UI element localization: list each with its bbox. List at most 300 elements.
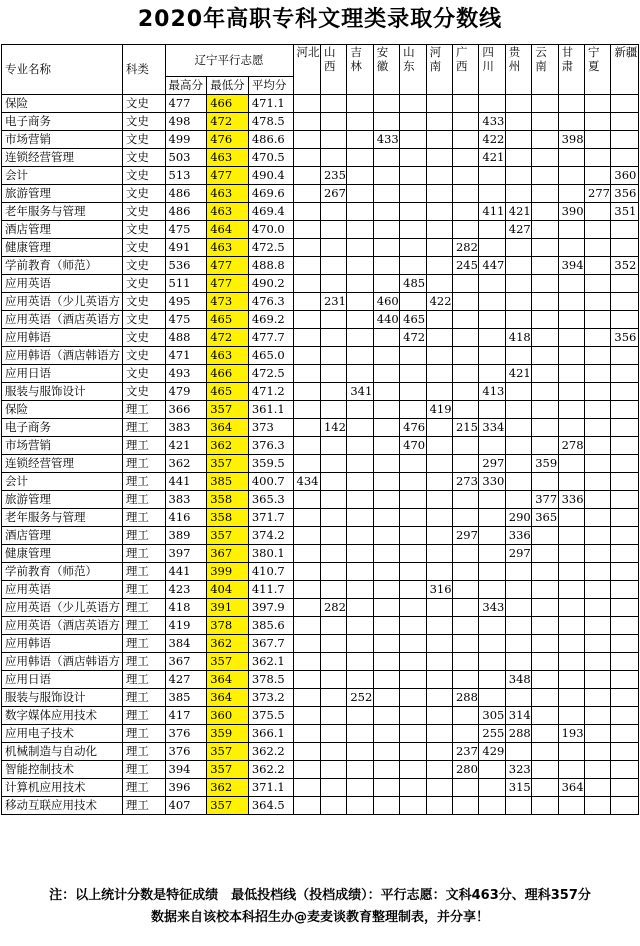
category-cell: 文史 xyxy=(122,239,165,257)
province-score-cell xyxy=(400,221,426,239)
province-score-cell xyxy=(479,797,505,815)
category-cell: 理工 xyxy=(122,527,165,545)
province-score-cell xyxy=(479,761,505,779)
province-score-cell xyxy=(426,509,452,527)
table-row xyxy=(2,437,639,455)
header-category: 科类 xyxy=(122,45,165,95)
category-cell: 文史 xyxy=(122,347,165,365)
province-score-cell xyxy=(347,779,373,797)
province-score-cell xyxy=(505,455,531,473)
province-score-cell xyxy=(373,329,399,347)
avg-score-cell: 469.4 xyxy=(248,203,293,221)
major-cell: 计算机应用技术 xyxy=(2,779,123,797)
province-score-cell xyxy=(479,293,505,311)
province-score-cell xyxy=(611,401,639,419)
province-score-cell xyxy=(532,671,558,689)
province-score-cell xyxy=(293,95,320,113)
province-score-cell: 305 xyxy=(479,707,505,725)
major-cell: 酒店管理 xyxy=(2,527,123,545)
max-score-cell: 362 xyxy=(165,455,207,473)
major-cell: 旅游管理 xyxy=(2,185,123,203)
province-score-cell xyxy=(400,149,426,167)
province-score-cell: 288 xyxy=(505,725,531,743)
min-score-cell: 463 xyxy=(207,203,249,221)
avg-score-cell: 397.9 xyxy=(248,599,293,617)
province-score-cell xyxy=(347,203,373,221)
province-score-cell xyxy=(293,221,320,239)
major-cell: 电子商务 xyxy=(2,419,123,437)
province-score-cell xyxy=(532,221,558,239)
avg-score-cell: 361.1 xyxy=(248,401,293,419)
province-score-cell xyxy=(400,383,426,401)
max-score-cell: 477 xyxy=(165,95,207,113)
header-province: 山西 xyxy=(320,45,346,95)
province-score-cell xyxy=(373,797,399,815)
province-score-cell xyxy=(426,275,452,293)
major-cell: 应用英语 xyxy=(2,581,123,599)
province-score-cell xyxy=(400,653,426,671)
province-score-cell xyxy=(585,743,611,761)
max-score-cell: 488 xyxy=(165,329,207,347)
province-score-cell xyxy=(532,257,558,275)
province-score-cell xyxy=(558,545,584,563)
table-row xyxy=(2,293,639,311)
province-score-cell xyxy=(320,779,346,797)
province-score-cell xyxy=(293,185,320,203)
province-score-cell xyxy=(585,95,611,113)
province-score-cell xyxy=(505,113,531,131)
min-score-cell: 466 xyxy=(207,365,249,383)
avg-score-cell: 470.5 xyxy=(248,149,293,167)
major-cell: 保险 xyxy=(2,401,123,419)
province-score-cell xyxy=(479,365,505,383)
avg-score-cell: 411.7 xyxy=(248,581,293,599)
table-row xyxy=(2,707,639,725)
province-score-cell xyxy=(452,311,478,329)
max-score-cell: 417 xyxy=(165,707,207,725)
province-score-cell xyxy=(585,347,611,365)
province-score-cell: 429 xyxy=(479,743,505,761)
province-score-cell xyxy=(611,311,639,329)
province-score-cell xyxy=(558,527,584,545)
min-score-cell: 404 xyxy=(207,581,249,599)
province-score-cell xyxy=(373,707,399,725)
province-score-cell xyxy=(532,365,558,383)
province-score-cell xyxy=(320,653,346,671)
province-score-cell xyxy=(611,707,639,725)
province-score-cell xyxy=(373,617,399,635)
province-score-cell xyxy=(479,581,505,599)
province-score-cell xyxy=(400,365,426,383)
province-score-cell xyxy=(293,455,320,473)
province-score-cell xyxy=(558,653,584,671)
province-score-cell xyxy=(293,167,320,185)
province-score-cell xyxy=(400,95,426,113)
province-score-cell xyxy=(373,347,399,365)
table-row xyxy=(2,239,639,257)
avg-score-cell: 362.2 xyxy=(248,761,293,779)
major-cell: 数字媒体应用技术 xyxy=(2,707,123,725)
province-score-cell xyxy=(479,437,505,455)
major-cell: 应用电子技术 xyxy=(2,725,123,743)
province-score-cell xyxy=(400,617,426,635)
table-row xyxy=(2,797,639,815)
min-score-cell: 357 xyxy=(207,653,249,671)
header-max: 最高分 xyxy=(165,77,207,95)
province-score-cell xyxy=(479,167,505,185)
table-row xyxy=(2,581,639,599)
province-score-cell xyxy=(293,365,320,383)
province-score-cell: 314 xyxy=(505,707,531,725)
header-province: 宁夏 xyxy=(585,45,611,95)
province-score-cell xyxy=(505,419,531,437)
province-score-cell xyxy=(479,491,505,509)
province-score-cell xyxy=(426,239,452,257)
min-score-cell: 357 xyxy=(207,743,249,761)
avg-score-cell: 362.1 xyxy=(248,653,293,671)
province-score-cell xyxy=(452,383,478,401)
table-row xyxy=(2,725,639,743)
province-score-cell: 297 xyxy=(505,545,531,563)
category-cell: 理工 xyxy=(122,689,165,707)
province-score-cell xyxy=(373,383,399,401)
province-score-cell xyxy=(400,185,426,203)
province-score-cell xyxy=(320,491,346,509)
province-score-cell xyxy=(479,185,505,203)
province-score-cell xyxy=(611,527,639,545)
province-score-cell: 323 xyxy=(505,761,531,779)
max-score-cell: 503 xyxy=(165,149,207,167)
province-score-cell xyxy=(585,509,611,527)
avg-score-cell: 371.1 xyxy=(248,779,293,797)
province-score-cell xyxy=(479,221,505,239)
province-score-cell xyxy=(611,239,639,257)
province-score-cell xyxy=(611,599,639,617)
province-score-cell xyxy=(400,473,426,491)
max-score-cell: 396 xyxy=(165,779,207,797)
province-score-cell xyxy=(373,509,399,527)
avg-score-cell: 378.5 xyxy=(248,671,293,689)
province-score-cell: 413 xyxy=(479,383,505,401)
province-score-cell xyxy=(293,419,320,437)
header-province: 山东 xyxy=(400,45,426,95)
province-score-cell xyxy=(373,581,399,599)
province-score-cell: 255 xyxy=(479,725,505,743)
max-score-cell: 493 xyxy=(165,365,207,383)
province-score-cell xyxy=(320,95,346,113)
major-cell: 老年服务与管理 xyxy=(2,203,123,221)
min-score-cell: 385 xyxy=(207,473,249,491)
header-province: 安徽 xyxy=(373,45,399,95)
province-score-cell: 364 xyxy=(558,779,584,797)
province-score-cell xyxy=(558,311,584,329)
province-score-cell: 288 xyxy=(452,689,478,707)
province-score-cell xyxy=(293,113,320,131)
avg-score-cell: 367.7 xyxy=(248,635,293,653)
province-score-cell xyxy=(320,275,346,293)
min-score-cell: 360 xyxy=(207,707,249,725)
province-score-cell: 390 xyxy=(558,203,584,221)
province-score-cell xyxy=(479,311,505,329)
province-score-cell xyxy=(505,275,531,293)
province-score-cell xyxy=(558,473,584,491)
min-score-cell: 477 xyxy=(207,275,249,293)
table-row xyxy=(2,599,639,617)
province-score-cell xyxy=(585,617,611,635)
category-cell: 理工 xyxy=(122,545,165,563)
province-score-cell xyxy=(426,347,452,365)
province-score-cell xyxy=(611,293,639,311)
province-score-cell xyxy=(611,563,639,581)
table-row xyxy=(2,149,639,167)
header-province: 广西 xyxy=(452,45,478,95)
avg-score-cell: 366.1 xyxy=(248,725,293,743)
table-row xyxy=(2,383,639,401)
province-score-cell xyxy=(611,437,639,455)
province-score-cell xyxy=(293,671,320,689)
province-score-cell xyxy=(532,689,558,707)
province-score-cell: 356 xyxy=(611,185,639,203)
province-score-cell xyxy=(452,275,478,293)
major-cell: 应用英语（酒店英语方 xyxy=(2,617,123,635)
province-score-cell xyxy=(585,365,611,383)
table-row xyxy=(2,671,639,689)
province-score-cell xyxy=(400,347,426,365)
province-score-cell xyxy=(611,131,639,149)
province-score-cell xyxy=(532,347,558,365)
province-score-cell xyxy=(452,167,478,185)
province-score-cell xyxy=(320,311,346,329)
province-score-cell xyxy=(479,635,505,653)
table-row xyxy=(2,491,639,509)
province-score-cell xyxy=(532,149,558,167)
table-row xyxy=(2,167,639,185)
province-score-cell: 315 xyxy=(505,779,531,797)
province-score-cell xyxy=(452,671,478,689)
province-score-cell xyxy=(585,779,611,797)
province-score-cell xyxy=(558,563,584,581)
category-cell: 理工 xyxy=(122,725,165,743)
max-score-cell: 384 xyxy=(165,635,207,653)
province-score-cell xyxy=(611,761,639,779)
province-score-cell xyxy=(585,581,611,599)
province-score-cell xyxy=(293,599,320,617)
province-score-cell xyxy=(585,221,611,239)
min-score-cell: 472 xyxy=(207,329,249,347)
max-score-cell: 486 xyxy=(165,185,207,203)
avg-score-cell: 469.2 xyxy=(248,311,293,329)
province-score-cell xyxy=(585,689,611,707)
province-score-cell: 394 xyxy=(558,257,584,275)
province-score-cell xyxy=(558,707,584,725)
min-score-cell: 477 xyxy=(207,257,249,275)
province-score-cell xyxy=(293,293,320,311)
province-score-cell xyxy=(320,707,346,725)
min-score-cell: 463 xyxy=(207,185,249,203)
province-score-cell xyxy=(558,761,584,779)
province-score-cell xyxy=(611,545,639,563)
province-score-cell xyxy=(452,797,478,815)
header-province: 新疆 xyxy=(611,45,639,95)
province-score-cell xyxy=(320,149,346,167)
province-score-cell xyxy=(611,689,639,707)
avg-score-cell: 410.7 xyxy=(248,563,293,581)
province-score-cell xyxy=(532,545,558,563)
province-score-cell: 267 xyxy=(320,185,346,203)
province-score-cell xyxy=(532,779,558,797)
max-score-cell: 366 xyxy=(165,401,207,419)
province-score-cell xyxy=(479,779,505,797)
province-score-cell xyxy=(452,599,478,617)
province-score-cell xyxy=(558,185,584,203)
province-score-cell: 460 xyxy=(373,293,399,311)
province-score-cell xyxy=(293,239,320,257)
footnote-line-1: 注：以上统计分数是特征成绩 最低投档线（投档成绩）：平行志愿：文科463分、理科357分 xyxy=(49,888,591,903)
province-score-cell xyxy=(505,185,531,203)
category-cell: 文史 xyxy=(122,293,165,311)
province-score-cell xyxy=(373,437,399,455)
province-score-cell xyxy=(611,473,639,491)
min-score-cell: 391 xyxy=(207,599,249,617)
province-score-cell xyxy=(347,257,373,275)
max-score-cell: 376 xyxy=(165,743,207,761)
category-cell: 理工 xyxy=(122,563,165,581)
province-score-cell xyxy=(426,797,452,815)
min-score-cell: 357 xyxy=(207,797,249,815)
province-score-cell xyxy=(532,437,558,455)
province-score-cell xyxy=(532,797,558,815)
category-cell: 理工 xyxy=(122,671,165,689)
header-province: 贵州 xyxy=(505,45,531,95)
major-cell: 机械制造与自动化 xyxy=(2,743,123,761)
province-score-cell xyxy=(320,365,346,383)
province-score-cell xyxy=(532,473,558,491)
category-cell: 文史 xyxy=(122,185,165,203)
province-score-cell xyxy=(347,365,373,383)
max-score-cell: 513 xyxy=(165,167,207,185)
province-score-cell xyxy=(585,473,611,491)
min-score-cell: 362 xyxy=(207,779,249,797)
header-avg: 平均分 xyxy=(248,77,293,95)
major-cell: 智能控制技术 xyxy=(2,761,123,779)
province-score-cell: 215 xyxy=(452,419,478,437)
province-score-cell xyxy=(611,455,639,473)
min-score-cell: 357 xyxy=(207,401,249,419)
province-score-cell xyxy=(505,167,531,185)
province-score-cell xyxy=(452,401,478,419)
province-score-cell xyxy=(426,257,452,275)
max-score-cell: 475 xyxy=(165,221,207,239)
province-score-cell xyxy=(585,455,611,473)
province-score-cell xyxy=(505,131,531,149)
province-score-cell xyxy=(373,761,399,779)
table-row xyxy=(2,761,639,779)
province-score-cell xyxy=(293,797,320,815)
major-cell: 酒店管理 xyxy=(2,221,123,239)
province-score-cell xyxy=(400,455,426,473)
province-score-cell xyxy=(426,383,452,401)
province-score-cell xyxy=(558,689,584,707)
major-cell: 应用日语 xyxy=(2,365,123,383)
province-score-cell xyxy=(611,617,639,635)
province-score-cell xyxy=(373,743,399,761)
major-cell: 市场营销 xyxy=(2,131,123,149)
province-score-cell xyxy=(400,635,426,653)
province-score-cell xyxy=(505,581,531,599)
province-score-cell xyxy=(426,725,452,743)
province-score-cell xyxy=(532,95,558,113)
province-score-cell xyxy=(400,743,426,761)
table-row xyxy=(2,347,639,365)
province-score-cell xyxy=(293,527,320,545)
province-score-cell xyxy=(426,671,452,689)
max-score-cell: 441 xyxy=(165,563,207,581)
province-score-cell xyxy=(452,563,478,581)
province-score-cell xyxy=(293,347,320,365)
province-score-cell xyxy=(585,671,611,689)
province-score-cell xyxy=(293,563,320,581)
avg-score-cell: 476.3 xyxy=(248,293,293,311)
province-score-cell xyxy=(426,491,452,509)
province-score-cell xyxy=(373,545,399,563)
province-score-cell xyxy=(558,635,584,653)
province-score-cell xyxy=(479,275,505,293)
province-score-cell xyxy=(320,347,346,365)
province-score-cell xyxy=(347,239,373,257)
province-score-cell xyxy=(585,293,611,311)
province-score-cell xyxy=(611,419,639,437)
category-cell: 理工 xyxy=(122,401,165,419)
province-score-cell xyxy=(320,797,346,815)
header-province: 吉林 xyxy=(347,45,373,95)
min-score-cell: 362 xyxy=(207,437,249,455)
min-score-cell: 476 xyxy=(207,131,249,149)
avg-score-cell: 373.2 xyxy=(248,689,293,707)
province-score-cell: 433 xyxy=(479,113,505,131)
max-score-cell: 389 xyxy=(165,527,207,545)
province-score-cell xyxy=(373,221,399,239)
table-row xyxy=(2,311,639,329)
avg-score-cell: 380.1 xyxy=(248,545,293,563)
province-score-cell xyxy=(320,329,346,347)
category-cell: 理工 xyxy=(122,491,165,509)
province-score-cell: 142 xyxy=(320,419,346,437)
province-score-cell: 398 xyxy=(558,131,584,149)
province-score-cell xyxy=(347,149,373,167)
province-score-cell xyxy=(293,725,320,743)
table-row xyxy=(2,185,639,203)
province-score-cell: 418 xyxy=(505,329,531,347)
province-score-cell xyxy=(320,401,346,419)
avg-score-cell: 374.2 xyxy=(248,527,293,545)
table-row xyxy=(2,527,639,545)
province-score-cell xyxy=(452,365,478,383)
province-score-cell xyxy=(347,311,373,329)
province-score-cell: 341 xyxy=(347,383,373,401)
avg-score-cell: 400.7 xyxy=(248,473,293,491)
province-score-cell: 360 xyxy=(611,167,639,185)
province-score-cell xyxy=(505,797,531,815)
header-province: 河北 xyxy=(293,45,320,95)
max-score-cell: 536 xyxy=(165,257,207,275)
province-score-cell xyxy=(320,689,346,707)
province-score-cell xyxy=(426,599,452,617)
province-score-cell xyxy=(426,527,452,545)
max-score-cell: 491 xyxy=(165,239,207,257)
province-score-cell xyxy=(558,419,584,437)
province-score-cell: 282 xyxy=(452,239,478,257)
major-cell: 连锁经营管理 xyxy=(2,455,123,473)
